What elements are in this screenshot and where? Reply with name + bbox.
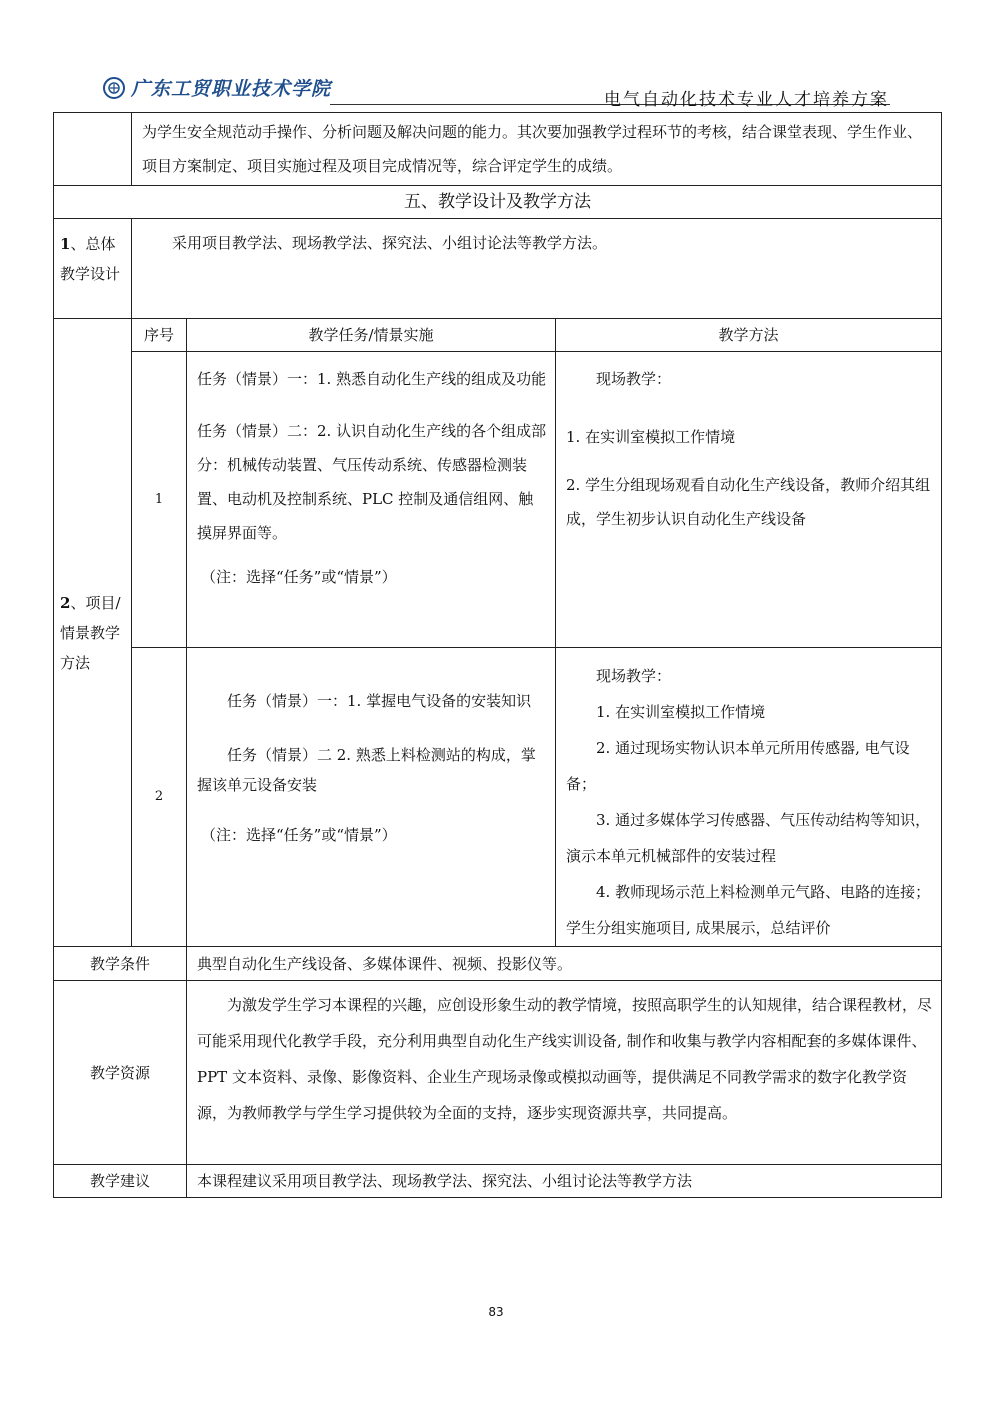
row-2-method-title: 现场教学： — [596, 667, 672, 685]
suggestions-row — [54, 1165, 942, 1198]
overall-design-number: 1 — [60, 235, 71, 253]
row-2-task-2: 任务（情景）二 2. 熟悉上料检测站的构成，掌握该单元设备安装 — [197, 746, 536, 794]
document-title: 电气自动化技术专业人才培养方案 — [604, 90, 889, 110]
row-1-method — [556, 352, 942, 648]
page-number: 83 — [488, 1305, 504, 1319]
suggestions-label: 教学建议 — [54, 1165, 187, 1198]
row-1-task-1: 任务（情景）一：1. 熟悉自动化生产线的组成及功能 — [197, 370, 547, 388]
resources-content: 为激发学生学习本课程的兴趣，应创设形象生动的教学情境，按照高职学生的认知规律，结合课程教材，尽可能采用现代化教学手段，充分利用典型自动化生产线实训设备, 制作和收集与教学内容相配套的多媒体课件、PPT 文本资料、录像、影像资料、企业生产现场录像或模拟动画等，提供满足不同教学需求的数字化教学资源，为教师教学与学生学习提供较为全面的支持，逐步实现资源共享，共同提高。 — [187, 981, 942, 1165]
conditions-label: 教学条件 — [54, 947, 187, 981]
row-1-method-1: 1. 在实训室模拟工作情境 — [566, 428, 736, 446]
resources-label: 教学资源 — [54, 981, 187, 1165]
row-2-task — [187, 648, 556, 947]
project-method-label-text: 、项目/情景教学方法 — [60, 593, 121, 672]
school-emblem-icon — [103, 77, 125, 99]
project-method-label — [54, 319, 132, 947]
overall-design-text: 采用项目教学法、现场教学法、探究法、小组讨论法等教学方法。 — [172, 234, 608, 252]
row-1-method-gap — [566, 396, 933, 420]
row-1-index: 1 — [132, 352, 187, 648]
row-2-gap-1 — [197, 716, 547, 740]
row-1-method-title: 现场教学： — [596, 370, 672, 388]
project-row-1 — [54, 352, 942, 648]
continuation-row — [54, 113, 942, 186]
school-name: 广东工贸职业技术学院 — [131, 78, 332, 100]
section-title-row — [54, 186, 942, 219]
row-1-task — [187, 352, 556, 648]
row-2-method — [556, 648, 942, 947]
header-index: 序号 — [132, 319, 187, 352]
conditions-content: 典型自动化生产线设备、多媒体课件、视频、投影仪等。 — [187, 947, 942, 981]
teaching-design-table — [53, 112, 942, 1198]
row-2-index: 2 — [132, 648, 187, 947]
row-2-method-2: 2. 通过现场实物认识本单元所用传感器, 电气设备； — [566, 739, 910, 793]
row-2-gap-2 — [197, 800, 547, 820]
page-header — [0, 0, 992, 112]
continuation-text: 为学生安全规范动手操作、分析问题及解决问题的能力。其次要加强教学过程环节的考核，结合课堂表现、学生作业、项目方案制定、项目实施过程及项目完成情况等，综合评定学生的成绩。 — [132, 113, 942, 186]
project-row-2 — [54, 648, 942, 947]
row-2-task-1: 任务（情景）一：1. 掌握电气设备的安装知识 — [227, 692, 532, 710]
row-1-gap-1 — [197, 396, 547, 414]
overall-design-content — [132, 219, 942, 319]
row-1-method-2: 2. 学生分组现场观看自动化生产线设备，教师介绍其组成，学生初步认识自动化生产线设备 — [566, 476, 931, 528]
row-1-task-note: （注：选择“任务”或“情景”） — [201, 568, 397, 586]
row-2-method-1: 1. 在实训室模拟工作情境 — [596, 703, 766, 721]
row-1-task-2: 任务（情景）二：2. 认识自动化生产线的各个组成部分：机械传动装置、气压传动系统、传感器检测装置、电动机及控制系统、PLC 控制及通信组网、触摸屏界面等。 — [197, 422, 547, 542]
header-method: 教学方法 — [556, 319, 942, 352]
suggestions-content: 本课程建议采用项目教学法、现场教学法、探究法、小组讨论法等教学方法 — [187, 1165, 942, 1198]
project-method-number: 2 — [60, 593, 71, 612]
project-header-row — [54, 319, 942, 352]
row-1-gap-2 — [197, 550, 547, 560]
row-2-method-4: 4. 教师现场示范上料检测单元气路、电路的连接；学生分组实施项目, 成果展示，总结评价 — [566, 883, 931, 937]
continuation-label-cell — [54, 113, 132, 186]
overall-design-label — [54, 219, 132, 319]
conditions-row — [54, 947, 942, 981]
school-logo — [103, 74, 331, 101]
row-2-method-3: 3. 通过多媒体学习传感器、气压传动结构等知识，演示本单元机械部件的安装过程 — [566, 811, 931, 865]
section-title: 五、教学设计及教学方法 — [54, 186, 942, 219]
row-2-task-note: （注：选择“任务”或“情景”） — [201, 826, 397, 844]
row-1-method-gap-2 — [566, 454, 933, 468]
resources-row — [54, 981, 942, 1165]
overall-design-row — [54, 219, 942, 319]
overall-design-label-text: 、总体教学设计 — [60, 235, 121, 283]
header-task: 教学任务/情景实施 — [187, 319, 556, 352]
